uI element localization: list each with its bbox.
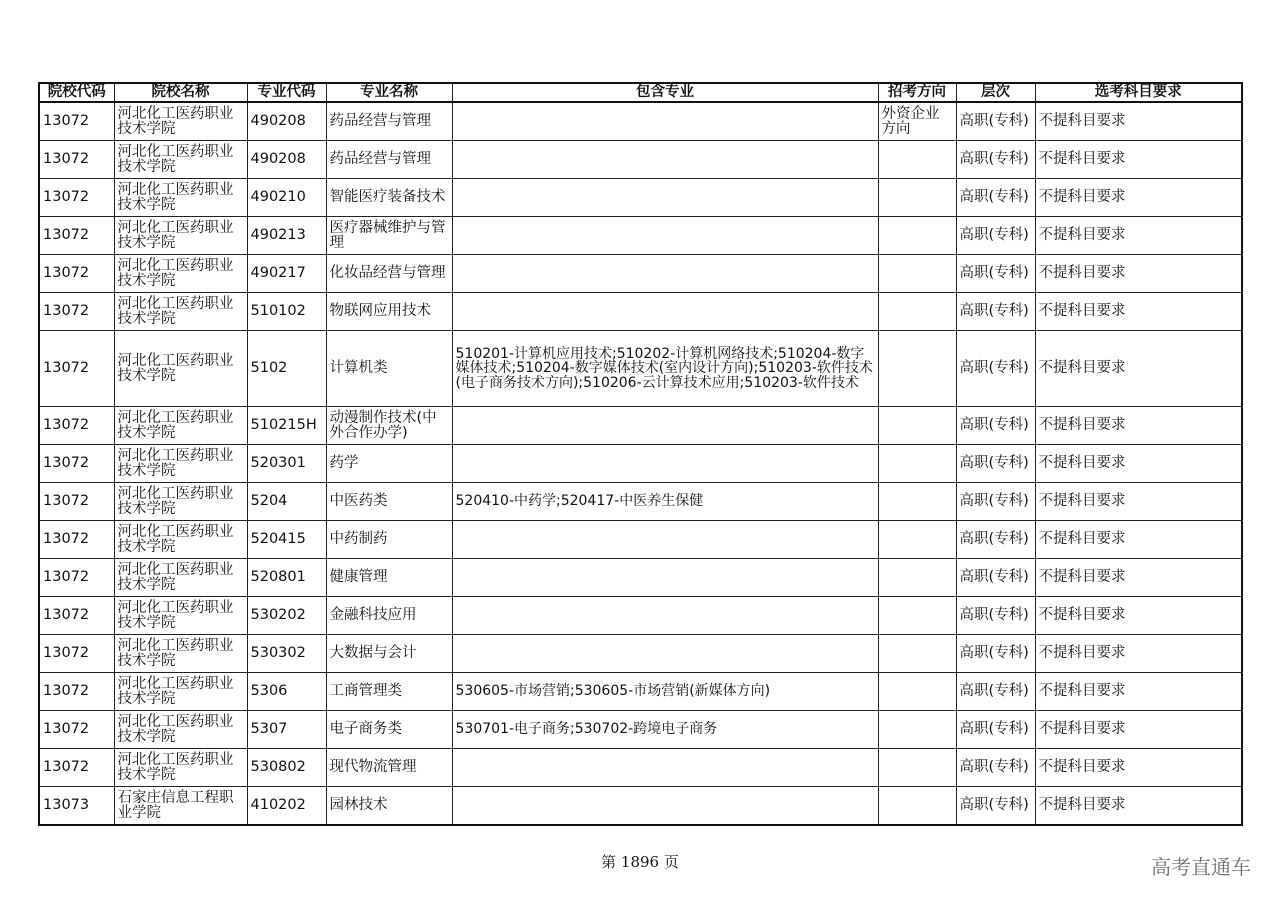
major-code-cell: 530802 xyxy=(247,749,326,787)
school-code-cell: 13072 xyxy=(39,483,114,521)
included-majors-cell xyxy=(452,407,878,445)
table-row xyxy=(39,445,1242,483)
direction-cell xyxy=(878,749,956,787)
table-row xyxy=(39,217,1242,255)
direction-cell xyxy=(878,597,956,635)
level-cell: 高职(专科) xyxy=(956,559,1035,597)
school-code-cell: 13072 xyxy=(39,217,114,255)
school-code-cell: 13072 xyxy=(39,673,114,711)
major-code-cell: 5306 xyxy=(247,673,326,711)
major-code-cell: 530302 xyxy=(247,635,326,673)
level-cell: 高职(专科) xyxy=(956,521,1035,559)
school-name-cell: 河北化工医药职业技术学院 xyxy=(114,559,247,597)
level-cell: 高职(专科) xyxy=(956,711,1035,749)
direction-cell xyxy=(878,179,956,217)
level-cell: 高职(专科) xyxy=(956,597,1035,635)
school-code-cell: 13072 xyxy=(39,141,114,179)
included-majors-cell xyxy=(452,749,878,787)
major-name-cell: 智能医疗装备技术 xyxy=(326,179,452,217)
level-cell: 高职(专科) xyxy=(956,217,1035,255)
direction-cell xyxy=(878,559,956,597)
table-row xyxy=(39,787,1242,826)
school-name-cell: 河北化工医药职业技术学院 xyxy=(114,635,247,673)
school-name-cell: 河北化工医药职业技术学院 xyxy=(114,217,247,255)
table-row xyxy=(39,749,1242,787)
major-name-cell: 药学 xyxy=(326,445,452,483)
major-code-cell: 490217 xyxy=(247,255,326,293)
included-majors-cell xyxy=(452,141,878,179)
direction-cell xyxy=(878,331,956,407)
direction-cell xyxy=(878,711,956,749)
direction-cell: 外资企业方向 xyxy=(878,102,956,141)
major-name-cell: 计算机类 xyxy=(326,331,452,407)
major-name-cell: 中药制药 xyxy=(326,521,452,559)
school-name-cell: 河北化工医药职业技术学院 xyxy=(114,445,247,483)
header-school-name: 院校名称 xyxy=(114,83,247,102)
major-name-cell: 电子商务类 xyxy=(326,711,452,749)
major-name-cell: 园林技术 xyxy=(326,787,452,826)
direction-cell xyxy=(878,293,956,331)
major-name-cell: 物联网应用技术 xyxy=(326,293,452,331)
table-row xyxy=(39,293,1242,331)
direction-cell xyxy=(878,141,956,179)
school-code-cell: 13072 xyxy=(39,293,114,331)
school-code-cell: 13072 xyxy=(39,635,114,673)
requirement-cell: 不提科目要求 xyxy=(1035,102,1242,141)
level-cell: 高职(专科) xyxy=(956,293,1035,331)
table-row xyxy=(39,141,1242,179)
major-code-cell: 5102 xyxy=(247,331,326,407)
level-cell: 高职(专科) xyxy=(956,179,1035,217)
level-cell: 高职(专科) xyxy=(956,445,1035,483)
school-name-cell: 河北化工医药职业技术学院 xyxy=(114,255,247,293)
direction-cell xyxy=(878,521,956,559)
included-majors-cell xyxy=(452,179,878,217)
table-row xyxy=(39,102,1242,141)
header-direction: 招考方向 xyxy=(878,83,956,102)
school-code-cell: 13072 xyxy=(39,597,114,635)
major-name-cell: 药品经营与管理 xyxy=(326,102,452,141)
major-code-cell: 510102 xyxy=(247,293,326,331)
major-code-cell: 520301 xyxy=(247,445,326,483)
requirement-cell: 不提科目要求 xyxy=(1035,445,1242,483)
header-included-majors: 包含专业 xyxy=(452,83,878,102)
school-name-cell: 河北化工医药职业技术学院 xyxy=(114,711,247,749)
school-code-cell: 13072 xyxy=(39,711,114,749)
table-row xyxy=(39,255,1242,293)
table-row xyxy=(39,179,1242,217)
level-cell: 高职(专科) xyxy=(956,787,1035,826)
school-name-cell: 河北化工医药职业技术学院 xyxy=(114,141,247,179)
school-code-cell: 13072 xyxy=(39,407,114,445)
major-name-cell: 大数据与会计 xyxy=(326,635,452,673)
school-name-cell: 河北化工医药职业技术学院 xyxy=(114,102,247,141)
school-name-cell: 河北化工医药职业技术学院 xyxy=(114,749,247,787)
major-code-cell: 520415 xyxy=(247,521,326,559)
included-majors-cell: 510201-计算机应用技术;510202-计算机网络技术;510204-数字媒体技术;510204-数字媒体技术(室内设计方向);510203-软件技术(电子商务技术方向);510206-云计算技术应用;510203-软件技术 xyxy=(452,331,878,407)
major-name-cell: 动漫制作技术(中外合作办学) xyxy=(326,407,452,445)
level-cell: 高职(专科) xyxy=(956,141,1035,179)
requirement-cell: 不提科目要求 xyxy=(1035,559,1242,597)
direction-cell xyxy=(878,217,956,255)
level-cell: 高职(专科) xyxy=(956,407,1035,445)
direction-cell xyxy=(878,445,956,483)
school-name-cell: 河北化工医药职业技术学院 xyxy=(114,407,247,445)
requirement-cell: 不提科目要求 xyxy=(1035,407,1242,445)
major-name-cell: 工商管理类 xyxy=(326,673,452,711)
school-code-cell: 13072 xyxy=(39,521,114,559)
included-majors-cell xyxy=(452,635,878,673)
requirement-cell: 不提科目要求 xyxy=(1035,787,1242,826)
school-code-cell: 13072 xyxy=(39,179,114,217)
included-majors-cell: 530701-电子商务;530702-跨境电子商务 xyxy=(452,711,878,749)
direction-cell xyxy=(878,787,956,826)
school-name-cell: 河北化工医药职业技术学院 xyxy=(114,673,247,711)
requirement-cell: 不提科目要求 xyxy=(1035,217,1242,255)
included-majors-cell xyxy=(452,597,878,635)
major-name-cell: 金融科技应用 xyxy=(326,597,452,635)
school-code-cell: 13073 xyxy=(39,787,114,826)
table-row xyxy=(39,635,1242,673)
school-name-cell: 河北化工医药职业技术学院 xyxy=(114,179,247,217)
requirement-cell: 不提科目要求 xyxy=(1035,141,1242,179)
page-number: 第 1896 页 xyxy=(601,853,679,871)
header-level: 层次 xyxy=(956,83,1035,102)
included-majors-cell xyxy=(452,445,878,483)
requirement-cell: 不提科目要求 xyxy=(1035,483,1242,521)
requirement-cell: 不提科目要求 xyxy=(1035,711,1242,749)
school-code-cell: 13072 xyxy=(39,559,114,597)
included-majors-cell xyxy=(452,217,878,255)
requirement-cell: 不提科目要求 xyxy=(1035,255,1242,293)
direction-cell xyxy=(878,407,956,445)
requirement-cell: 不提科目要求 xyxy=(1035,673,1242,711)
table-row xyxy=(39,331,1242,407)
major-code-cell: 510215H xyxy=(247,407,326,445)
school-name-cell: 石家庄信息工程职业学院 xyxy=(114,787,247,826)
school-code-cell: 13072 xyxy=(39,102,114,141)
table-row xyxy=(39,521,1242,559)
included-majors-cell xyxy=(452,787,878,826)
header-row xyxy=(39,83,1242,102)
major-code-cell: 520801 xyxy=(247,559,326,597)
school-name-cell: 河北化工医药职业技术学院 xyxy=(114,293,247,331)
major-name-cell: 健康管理 xyxy=(326,559,452,597)
major-name-cell: 中医药类 xyxy=(326,483,452,521)
school-code-cell: 13072 xyxy=(39,445,114,483)
requirement-cell: 不提科目要求 xyxy=(1035,331,1242,407)
included-majors-cell xyxy=(452,293,878,331)
included-majors-cell xyxy=(452,102,878,141)
major-name-cell: 药品经营与管理 xyxy=(326,141,452,179)
level-cell: 高职(专科) xyxy=(956,483,1035,521)
included-majors-cell xyxy=(452,559,878,597)
requirement-cell: 不提科目要求 xyxy=(1035,749,1242,787)
included-majors-cell: 530605-市场营销;530605-市场营销(新媒体方向) xyxy=(452,673,878,711)
header-requirement: 选考科目要求 xyxy=(1035,83,1242,102)
major-name-cell: 化妆品经营与管理 xyxy=(326,255,452,293)
included-majors-cell xyxy=(452,255,878,293)
major-code-cell: 490210 xyxy=(247,179,326,217)
direction-cell xyxy=(878,483,956,521)
school-name-cell: 河北化工医药职业技术学院 xyxy=(114,597,247,635)
requirement-cell: 不提科目要求 xyxy=(1035,521,1242,559)
included-majors-cell: 520410-中药学;520417-中医养生保健 xyxy=(452,483,878,521)
direction-cell xyxy=(878,673,956,711)
header-major-code: 专业代码 xyxy=(247,83,326,102)
major-code-cell: 530202 xyxy=(247,597,326,635)
major-code-cell: 490208 xyxy=(247,141,326,179)
table-row xyxy=(39,711,1242,749)
major-code-cell: 5307 xyxy=(247,711,326,749)
admission-table xyxy=(38,82,1243,826)
table-row xyxy=(39,483,1242,521)
header-major-name: 专业名称 xyxy=(326,83,452,102)
watermark: 高考直通车 xyxy=(1151,855,1251,879)
requirement-cell: 不提科目要求 xyxy=(1035,597,1242,635)
level-cell: 高职(专科) xyxy=(956,102,1035,141)
major-code-cell: 490213 xyxy=(247,217,326,255)
level-cell: 高职(专科) xyxy=(956,255,1035,293)
major-name-cell: 现代物流管理 xyxy=(326,749,452,787)
school-code-cell: 13072 xyxy=(39,749,114,787)
header-school-code: 院校代码 xyxy=(39,83,114,102)
table-row xyxy=(39,407,1242,445)
requirement-cell: 不提科目要求 xyxy=(1035,179,1242,217)
school-name-cell: 河北化工医药职业技术学院 xyxy=(114,521,247,559)
major-code-cell: 5204 xyxy=(247,483,326,521)
direction-cell xyxy=(878,635,956,673)
included-majors-cell xyxy=(452,521,878,559)
table-row xyxy=(39,597,1242,635)
table-row xyxy=(39,559,1242,597)
major-code-cell: 490208 xyxy=(247,102,326,141)
major-code-cell: 410202 xyxy=(247,787,326,826)
requirement-cell: 不提科目要求 xyxy=(1035,293,1242,331)
level-cell: 高职(专科) xyxy=(956,331,1035,407)
level-cell: 高职(专科) xyxy=(956,749,1035,787)
direction-cell xyxy=(878,255,956,293)
requirement-cell: 不提科目要求 xyxy=(1035,635,1242,673)
table-row xyxy=(39,673,1242,711)
school-code-cell: 13072 xyxy=(39,331,114,407)
school-name-cell: 河北化工医药职业技术学院 xyxy=(114,483,247,521)
school-code-cell: 13072 xyxy=(39,255,114,293)
level-cell: 高职(专科) xyxy=(956,673,1035,711)
major-name-cell: 医疗器械维护与管理 xyxy=(326,217,452,255)
level-cell: 高职(专科) xyxy=(956,635,1035,673)
school-name-cell: 河北化工医药职业技术学院 xyxy=(114,331,247,407)
